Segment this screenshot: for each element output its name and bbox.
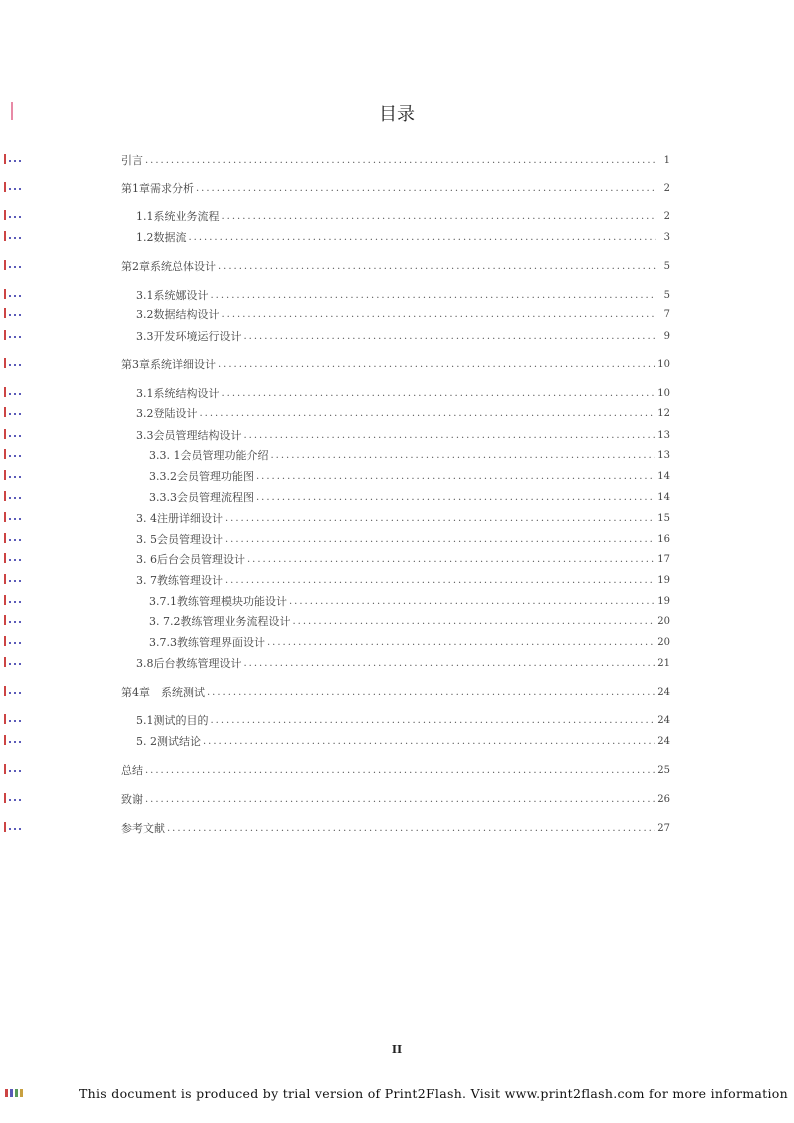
toc-entry-page: 1	[663, 155, 670, 166]
toc-entry-label: 3.2数据结构设计	[136, 308, 220, 321]
toc-entry-page: 25	[657, 765, 670, 776]
toc-entry-page: 21	[657, 658, 670, 669]
toc-leader-dots	[244, 657, 656, 671]
toc-leader-dots	[200, 407, 656, 421]
margin-marker	[4, 657, 24, 667]
toc-entry[interactable]	[121, 820, 670, 836]
toc-leader-dots	[244, 429, 656, 443]
toc-entry-label: 3.1系统娜设计	[136, 289, 209, 302]
toc-leader-dots	[196, 182, 656, 196]
toc-entry[interactable]	[121, 180, 670, 196]
toc-leader-dots	[211, 289, 657, 303]
toc-entry[interactable]	[136, 208, 670, 224]
toc-entry-page: 19	[657, 596, 670, 607]
toc-leader-dots	[218, 358, 655, 372]
toc-entry-label: 3.3开发环境运行设计	[136, 330, 242, 343]
toc-entry-page: 14	[657, 471, 670, 482]
toc-leader-dots	[189, 231, 657, 245]
toc-leader-dots	[225, 574, 655, 588]
toc-entry[interactable]	[136, 287, 670, 303]
toc-entry-label: 3.3.2会员管理功能图	[149, 470, 254, 483]
margin-marker	[4, 686, 24, 696]
toc-leader-dots	[222, 387, 656, 401]
toc-leader-dots	[244, 330, 657, 344]
toc-leader-dots	[271, 449, 656, 463]
toc-entry[interactable]	[136, 531, 670, 547]
toc-entry-page: 24	[657, 715, 670, 726]
toc-entry-page: 7	[663, 309, 670, 320]
toc-entry-page: 10	[657, 388, 670, 399]
toc-entry-label: 3.2登陆设计	[136, 407, 198, 420]
toc-entry[interactable]	[149, 468, 670, 484]
toc-entry[interactable]	[136, 655, 670, 671]
toc-entry-label: 3.3会员管理结构设计	[136, 429, 242, 442]
toc-entry[interactable]	[136, 572, 670, 588]
toc-entry[interactable]	[136, 385, 670, 401]
margin-marker	[4, 735, 24, 745]
toc-entry-page: 20	[657, 637, 670, 648]
margin-marker	[4, 822, 24, 832]
toc-title: 目录	[379, 104, 415, 125]
toc-entry[interactable]	[149, 613, 670, 629]
toc-entry[interactable]	[136, 306, 670, 322]
toc-entry-page: 3	[663, 232, 670, 243]
toc-entry-label: 5.1测试的目的	[136, 714, 209, 727]
toc-entry-label: 参考文献	[121, 822, 165, 835]
toc-leader-dots	[247, 553, 655, 567]
margin-marker	[4, 358, 24, 368]
margin-marker	[4, 512, 24, 522]
toc-entry-label: 引言	[121, 154, 143, 167]
margin-marker	[4, 793, 24, 803]
toc-entry[interactable]	[121, 356, 670, 372]
toc-entry-label: 3. 4注册详细设计	[136, 512, 223, 525]
toc-entry-label: 3. 7.2教练管理业务流程设计	[149, 615, 291, 628]
toc-entry-label: 3. 6后台会员管理设计	[136, 553, 245, 566]
margin-marker	[4, 260, 24, 270]
toc-entry-page: 5	[663, 261, 670, 272]
toc-entry-label: 3.3. 1会员管理功能介绍	[149, 449, 269, 462]
toc-entry[interactable]	[136, 733, 670, 749]
toc-entry-page: 16	[657, 534, 670, 545]
toc-entry-page: 24	[657, 687, 670, 698]
margin-marker	[4, 714, 24, 724]
margin-marker	[4, 595, 24, 605]
toc-entry-page: 17	[657, 554, 670, 565]
margin-marker	[4, 449, 24, 459]
toc-leader-dots	[207, 686, 655, 700]
margin-marker	[4, 491, 24, 501]
margin-marker	[4, 387, 24, 397]
toc-entry[interactable]	[149, 489, 670, 505]
margin-marker	[4, 615, 24, 625]
margin-marker	[4, 636, 24, 646]
toc-entry[interactable]	[136, 510, 670, 526]
toc-leader-dots	[256, 491, 655, 505]
toc-entry-page: 13	[657, 430, 670, 441]
margin-marker	[4, 231, 24, 241]
toc-entry-label: 3.3.3会员管理流程图	[149, 491, 254, 504]
toc-leader-dots	[218, 260, 656, 274]
margin-marker	[4, 470, 24, 480]
toc-leader-dots	[225, 533, 655, 547]
toc-entry-label: 3. 5会员管理设计	[136, 533, 223, 546]
toc-leader-dots	[145, 764, 655, 778]
toc-entry[interactable]	[121, 791, 670, 807]
toc-entry-label: 3.7.1教练管理模块功能设计	[149, 595, 287, 608]
margin-marker	[4, 308, 24, 318]
toc-entry-label: 3.7.3教练管理界面设计	[149, 636, 265, 649]
toc-entry-page: 5	[663, 290, 670, 301]
margin-marker	[4, 764, 24, 774]
margin-marker	[4, 210, 24, 220]
margin-marker	[4, 330, 24, 340]
toc-entry-page: 27	[657, 823, 670, 834]
toc-entry-page: 13	[657, 450, 670, 461]
margin-marker	[4, 574, 24, 584]
toc-entry-label: 第3章系统详细设计	[121, 358, 216, 371]
toc-entry-page: 24	[657, 736, 670, 747]
toc-leader-dots	[211, 714, 656, 728]
toc-leader-dots	[222, 308, 657, 322]
toc-entry-label: 5. 2测试结论	[136, 735, 201, 748]
toc-entry-label: 1.1系统业务流程	[136, 210, 220, 223]
toc-entry[interactable]	[149, 447, 670, 463]
toc-entry-label: 3. 7教练管理设计	[136, 574, 223, 587]
toc-entry[interactable]	[136, 405, 670, 421]
toc-entry[interactable]	[136, 551, 670, 567]
toc-entry[interactable]	[136, 229, 670, 245]
toc-leader-dots	[145, 793, 655, 807]
toc-leader-dots	[145, 154, 656, 168]
toc-entry-label: 致谢	[121, 793, 143, 806]
margin-marker	[4, 533, 24, 543]
toc-entry[interactable]	[121, 258, 670, 274]
page-number: II	[391, 1043, 403, 1056]
toc-entry-page: 12	[657, 408, 670, 419]
toc-entry-page: 2	[663, 211, 670, 222]
toc-leader-dots	[225, 512, 655, 526]
margin-marker	[4, 407, 24, 417]
toc-entry[interactable]	[149, 593, 670, 609]
toc-leader-dots	[289, 595, 655, 609]
toc-entry-label: 第1章需求分析	[121, 182, 194, 195]
margin-marker	[4, 154, 24, 164]
toc-entry-page: 14	[657, 492, 670, 503]
toc-entry-label: 第4章 系统测试	[121, 686, 205, 699]
toc-entry[interactable]	[136, 328, 670, 344]
toc-entry-label: 3.8后台教练管理设计	[136, 657, 242, 670]
toc-entry[interactable]	[121, 684, 670, 700]
toc-entry-page: 20	[657, 616, 670, 627]
toc-entry[interactable]	[121, 152, 670, 168]
toc-entry-page: 19	[657, 575, 670, 586]
margin-marker	[4, 182, 24, 192]
toc-entry[interactable]	[136, 427, 670, 443]
toc-entry-label: 总结	[121, 764, 143, 777]
toc-entry[interactable]	[121, 762, 670, 778]
toc-entry-label: 第2章系统总体设计	[121, 260, 216, 273]
toc-entry-label: 1.2数据流	[136, 231, 187, 244]
trial-watermark-text: This document is produced by trial version of Print2Flash. Visit www.print2flash.com for more information	[79, 1086, 788, 1101]
toc-entry[interactable]	[149, 634, 670, 650]
toc-entry-page: 10	[657, 359, 670, 370]
print2flash-icon	[5, 1089, 23, 1097]
toc-entry-page: 2	[663, 183, 670, 194]
toc-leader-dots	[167, 822, 655, 836]
toc-leader-dots	[293, 615, 656, 629]
toc-leader-dots	[267, 636, 655, 650]
toc-leader-dots	[222, 210, 657, 224]
toc-entry[interactable]	[136, 712, 670, 728]
toc-entry-page: 9	[663, 331, 670, 342]
toc-entry-page: 15	[657, 513, 670, 524]
margin-marker	[4, 289, 24, 299]
toc-leader-dots	[203, 735, 655, 749]
toc-leader-dots	[256, 470, 655, 484]
margin-marker	[4, 429, 24, 439]
toc-entry-page: 26	[657, 794, 670, 805]
margin-marker	[4, 553, 24, 563]
toc-entry-label: 3.1系统结构设计	[136, 387, 220, 400]
